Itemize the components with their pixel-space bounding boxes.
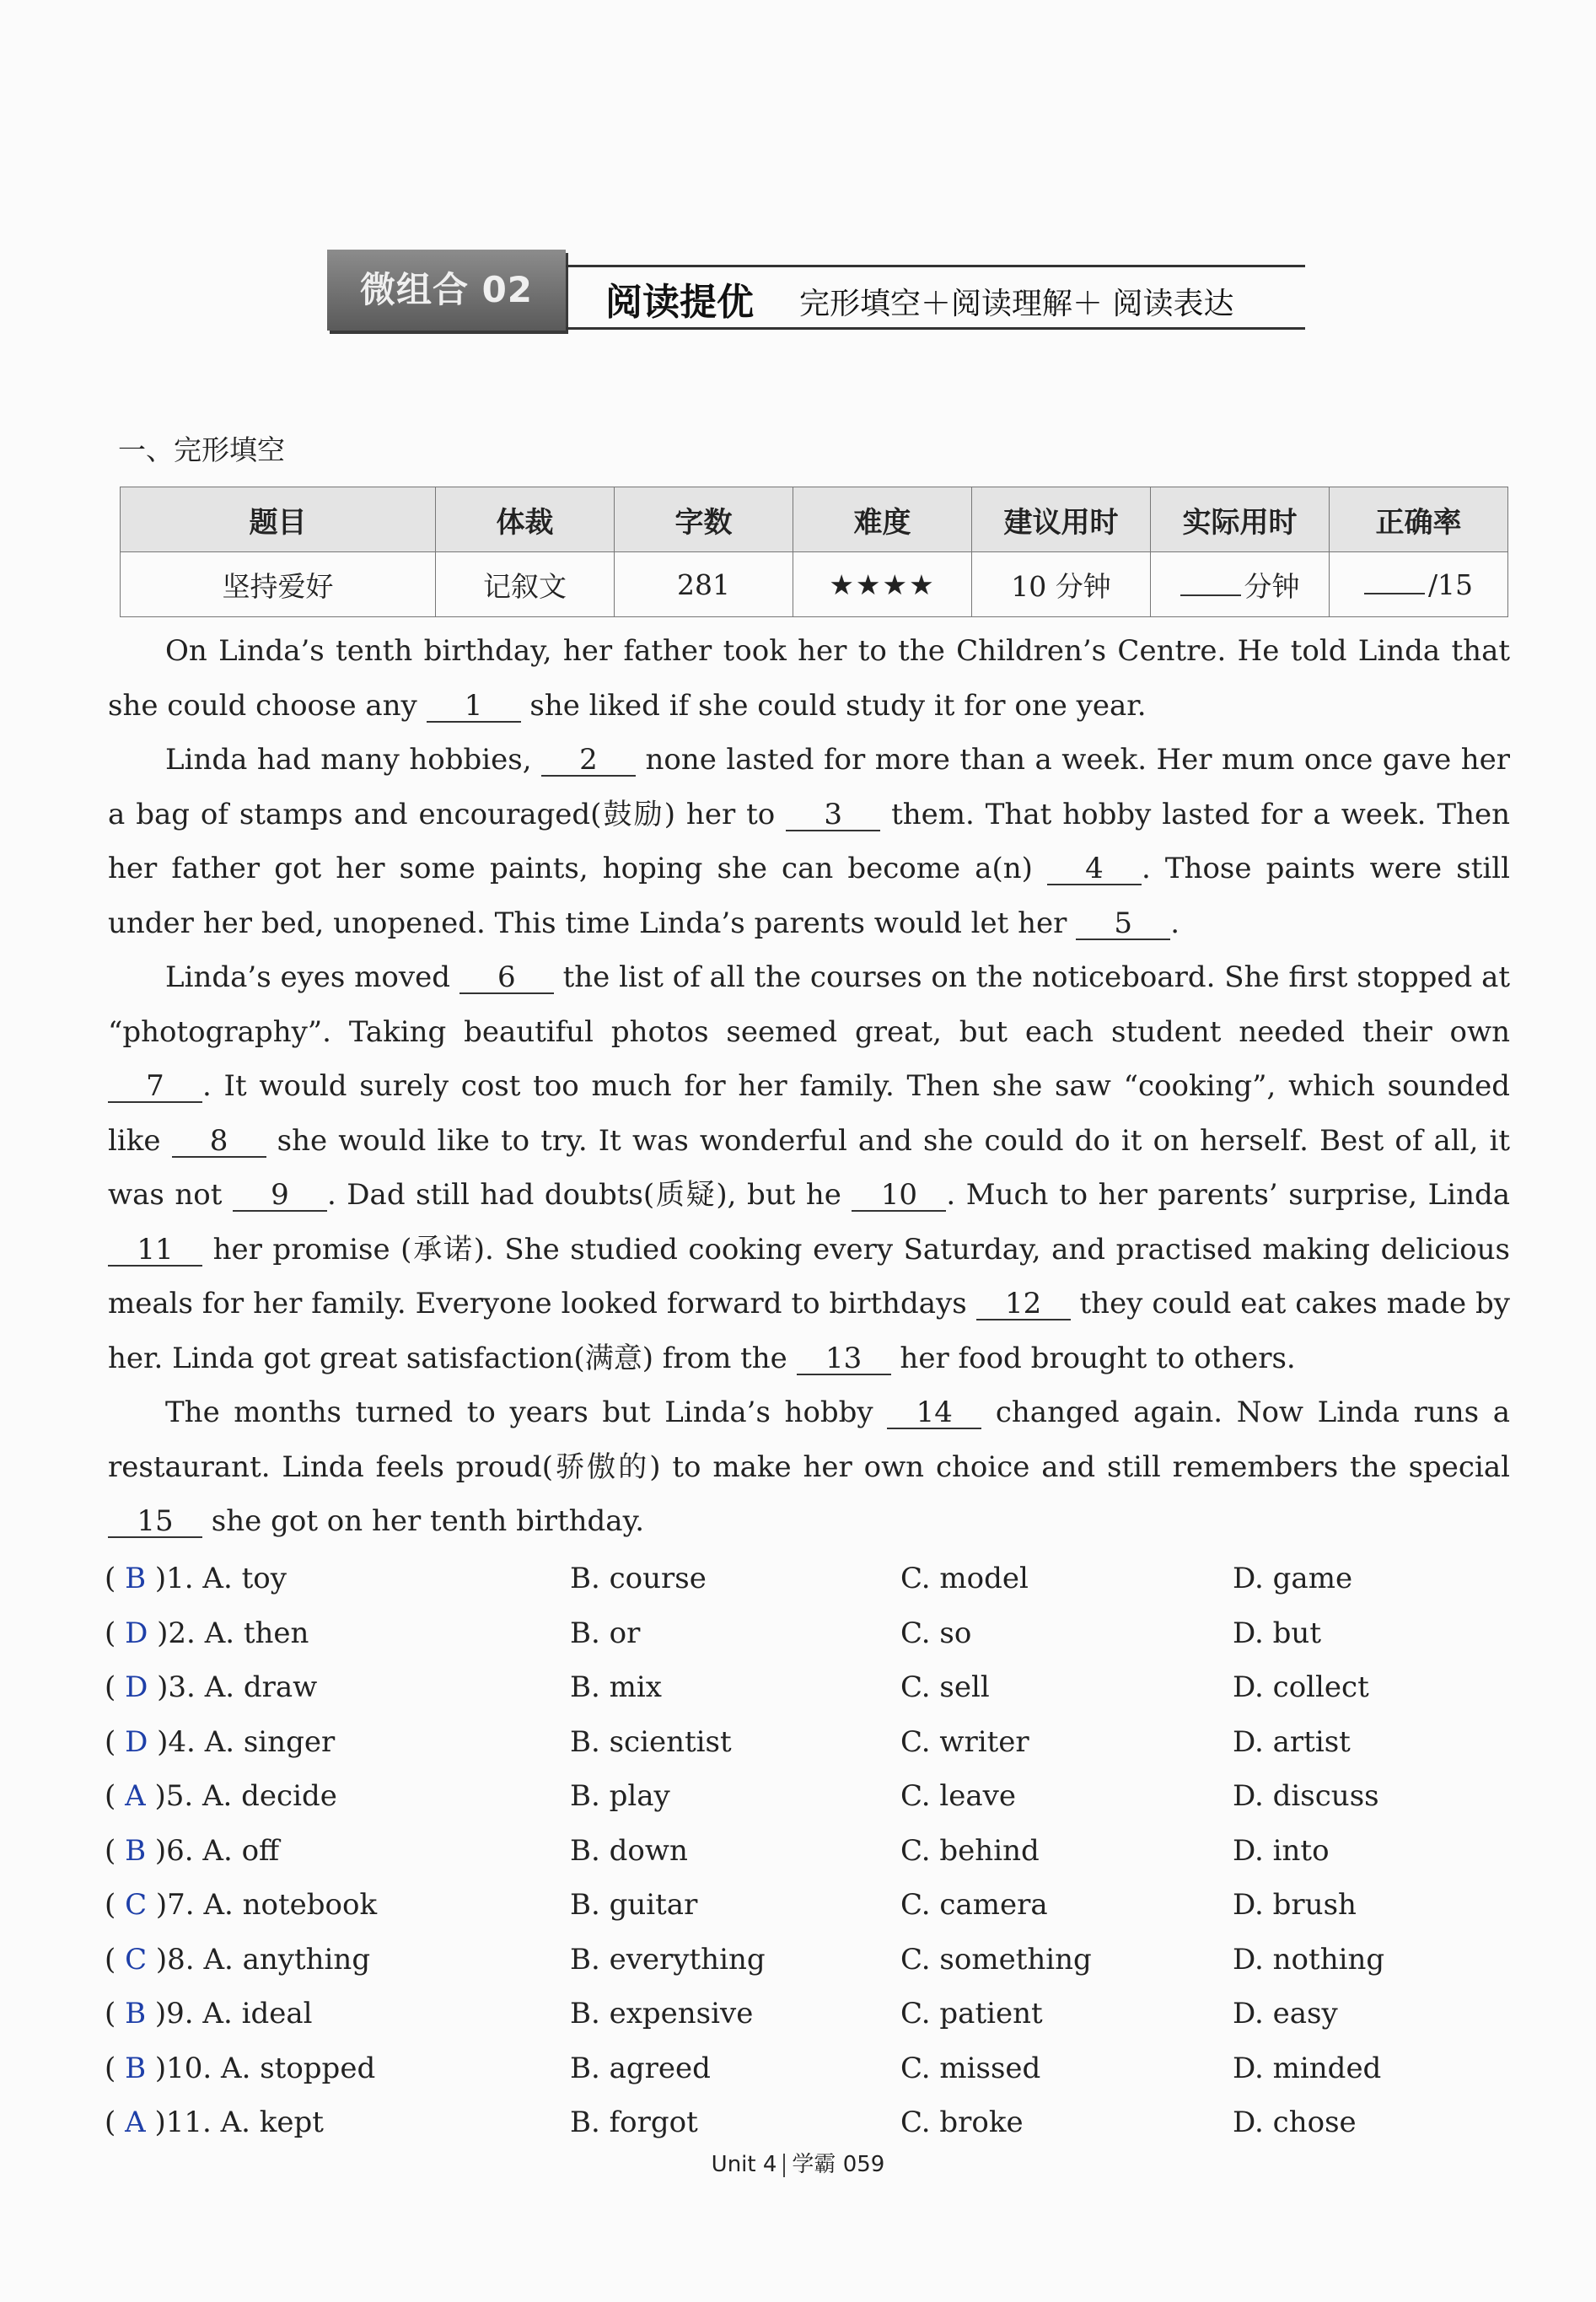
blank-13[interactable]: 13 (797, 1343, 891, 1375)
question-row (105, 1769, 1538, 1824)
option-d[interactable]: D. into (1233, 1833, 1330, 1868)
question-number: 6. (166, 1833, 194, 1868)
passage-text: The months turned to years but Linda’s hobby (165, 1396, 888, 1429)
footer-divider (783, 2154, 785, 2177)
banner-rule-top (566, 265, 1305, 267)
topic-value: 坚持爱好 (121, 552, 436, 617)
question-stem: ( D )2. A. then (105, 1616, 309, 1650)
question-row (105, 1878, 1538, 1933)
question-stem: ( C )7. A. notebook (105, 1888, 378, 1922)
question-stem: ( B )9. A. ideal (105, 1997, 313, 2030)
question-row (105, 2095, 1538, 2150)
option-c[interactable]: C. something (900, 1942, 1092, 1977)
difficulty-stars: ★★★★ (793, 552, 972, 617)
actual-time-cell[interactable] (1151, 552, 1330, 617)
blank-14[interactable]: 14 (887, 1397, 981, 1429)
blank-1[interactable]: 1 (427, 691, 521, 723)
question-number: 2. (168, 1616, 196, 1650)
cloze-passage (108, 624, 1510, 1549)
option-a[interactable]: A. singer (204, 1724, 336, 1759)
passage-text: Linda had many hobbies, (165, 743, 541, 777)
option-c[interactable]: C. leave (900, 1779, 1017, 1813)
passage-text: . Dad still had doubts(质疑), but he (326, 1178, 852, 1212)
option-c[interactable]: C. camera (900, 1888, 1048, 1922)
banner-title: 阅读提优 (605, 281, 754, 324)
question-row (105, 1824, 1538, 1879)
answer-mark[interactable]: C (125, 1888, 148, 1922)
passage-text: On Linda’s tenth birthday, her father took her to the Children’s Centre. He told Linda that she could choose any (108, 634, 1510, 723)
question-number: 3. (168, 1670, 196, 1704)
passage-paragraph-2 (108, 733, 1510, 950)
option-b[interactable]: B. scientist (570, 1724, 732, 1759)
option-b[interactable]: B. everything (570, 1942, 766, 1977)
header-genre: 体裁 (436, 487, 615, 552)
passage-text: they could eat cakes made by her. Linda got great satisfaction(满意) from the (108, 1287, 1510, 1375)
option-c[interactable]: C. behind (900, 1833, 1040, 1868)
question-stem: ( A )5. A. decide (105, 1779, 337, 1813)
option-b[interactable]: B. play (570, 1779, 670, 1813)
question-row (105, 1933, 1538, 1987)
blank-9[interactable]: 9 (233, 1180, 327, 1212)
question-number: 8. (167, 1942, 195, 1977)
blank-4[interactable]: 4 (1047, 853, 1142, 885)
passage-paragraph-4 (108, 1385, 1510, 1549)
option-d[interactable]: D. artist (1233, 1724, 1351, 1759)
footer-brand: 学霸 (792, 2152, 836, 2177)
answer-mark[interactable]: B (125, 1997, 147, 2030)
header-difficulty: 难度 (793, 487, 972, 552)
blank-10[interactable]: 10 (852, 1180, 946, 1212)
option-b[interactable]: B. down (570, 1833, 688, 1868)
option-a[interactable]: A. anything (203, 1942, 371, 1977)
question-stem: ( B )6. A. off (105, 1833, 280, 1868)
blank-15[interactable]: 15 (108, 1506, 202, 1538)
passage-text: . (1170, 906, 1180, 940)
answer-mark[interactable]: C (125, 1942, 148, 1977)
blank-5[interactable]: 5 (1076, 908, 1170, 940)
header-actual-time: 实际用时 (1151, 487, 1330, 552)
option-c[interactable]: C. patient (900, 1997, 1043, 2030)
option-c[interactable]: C. sell (900, 1670, 990, 1704)
header-accuracy: 正确率 (1330, 487, 1508, 552)
passage-text: them. That hobby lasted for a week. Then her father got her some paints, hoping she can become a(n) (108, 797, 1510, 885)
banner-tab-label: 微组合 02 (327, 250, 566, 331)
option-a[interactable]: A. toy (202, 1562, 287, 1595)
passage-paragraph-1 (108, 624, 1510, 733)
option-a[interactable]: A. then (204, 1616, 309, 1650)
passage-text: changed again. Now Linda runs a restaurant. Linda feels proud(骄傲的) to make her own choice and still remembers the special (108, 1396, 1510, 1484)
question-stem: ( C )8. A. anything (105, 1942, 371, 1977)
header-suggested-time: 建议用时 (972, 487, 1151, 552)
option-c[interactable]: C. so (900, 1616, 972, 1650)
question-stem: ( D )4. A. singer (105, 1724, 336, 1759)
suggested-time-value: 10 分钟 (972, 552, 1151, 617)
passage-text: she got on her tenth birthday. (202, 1504, 645, 1538)
question-number: 9. (166, 1997, 194, 2030)
section-banner (327, 246, 1305, 334)
option-d[interactable]: D. but (1233, 1616, 1321, 1650)
genre-value: 记叙文 (436, 552, 615, 617)
question-row (105, 1660, 1538, 1715)
question-row (105, 1606, 1538, 1661)
passage-paragraph-3 (108, 950, 1510, 1385)
blank-3[interactable]: 3 (786, 799, 880, 831)
option-d[interactable]: D. discuss (1233, 1779, 1379, 1813)
option-a[interactable]: A. decide (202, 1779, 337, 1813)
question-stem: ( B )10. A. stopped (105, 2051, 376, 2085)
answer-mark[interactable]: D (125, 1724, 148, 1759)
option-a[interactable]: A. notebook (203, 1888, 378, 1922)
option-d[interactable]: D. chose (1233, 2106, 1357, 2139)
question-number: 5. (165, 1779, 194, 1813)
passage-text: the list of all the courses on the noticeboard. She first stopped at “photography”. Taking beautiful photos seemed great, but each student needed their own (108, 960, 1511, 1049)
option-b[interactable]: B. expensive (570, 1997, 754, 2030)
passage-text: none lasted for more than a week. Her mum once gave her a bag of stamps and encouraged(鼓励) her to (108, 743, 1510, 831)
option-b[interactable]: B. course (570, 1562, 707, 1595)
answer-mark[interactable]: D (125, 1616, 148, 1650)
info-table-header-row (121, 487, 1508, 552)
option-a[interactable]: A. stopped (221, 2051, 376, 2085)
footer-page-number: 059 (842, 2152, 885, 2177)
blank-8[interactable]: 8 (172, 1126, 266, 1158)
accuracy-blank[interactable] (1364, 567, 1425, 594)
question-row (105, 1552, 1538, 1606)
passage-text: . It would surely cost too much for her family. Then she saw “cooking”, which sounded like (108, 1069, 1510, 1158)
option-a[interactable]: A. off (202, 1833, 280, 1868)
option-a[interactable]: A. draw (204, 1670, 318, 1704)
question-stem: ( B )1. A. toy (105, 1562, 287, 1595)
question-row (105, 1715, 1538, 1770)
passage-text: . Those paints were still under her bed, unopened. This time Linda’s parents would let her (108, 852, 1510, 940)
question-row (105, 1987, 1538, 2041)
option-d[interactable]: D. game (1233, 1562, 1353, 1595)
actual-time-blank[interactable] (1180, 569, 1241, 596)
passage-text: her promise (承诺). She studied cooking every Saturday, and practised making delicious meals for her family. Everyone looked forward to birthdays (108, 1232, 1510, 1320)
answer-mark[interactable]: A (125, 1779, 146, 1813)
page-footer (0, 2147, 1596, 2178)
answer-mark[interactable]: B (125, 2051, 147, 2085)
blank-11[interactable]: 11 (108, 1234, 202, 1267)
question-number: 1. (166, 1562, 194, 1595)
passage-text: she liked if she could study it for one year. (520, 688, 1147, 723)
option-b[interactable]: B. mix (570, 1670, 662, 1704)
blank-12[interactable]: 12 (976, 1288, 1071, 1320)
accuracy-cell[interactable] (1330, 552, 1508, 617)
question-stem: ( D )3. A. draw (105, 1670, 318, 1704)
option-a[interactable]: A. ideal (202, 1997, 313, 2030)
option-d[interactable]: D. easy (1233, 1997, 1338, 2030)
question-number: 7. (167, 1888, 195, 1922)
question-stem: ( A )11. A. kept (105, 2106, 324, 2139)
words-value: 281 (615, 552, 793, 617)
section-title: 一、完形填空 (118, 433, 285, 466)
header-topic: 题目 (121, 487, 436, 552)
footer-unit: Unit 4 (711, 2152, 777, 2177)
blank-7[interactable]: 7 (108, 1071, 202, 1103)
question-number: 4. (168, 1724, 196, 1759)
answer-mark[interactable]: B (125, 1833, 147, 1868)
actual-time-unit: 分钟 (1244, 569, 1300, 603)
option-d[interactable]: D. collect (1233, 1670, 1369, 1704)
option-c[interactable]: C. broke (900, 2106, 1024, 2139)
option-b[interactable]: B. guitar (570, 1888, 698, 1922)
option-a[interactable]: A. kept (220, 2106, 324, 2139)
option-b[interactable]: B. forgot (570, 2106, 698, 2139)
question-number: 11. (165, 2106, 212, 2139)
passage-text: her food brought to others. (890, 1341, 1296, 1375)
question-list (105, 1552, 1538, 2150)
answer-mark[interactable]: A (125, 2106, 146, 2139)
blank-2[interactable]: 2 (541, 745, 636, 777)
passage-text: Linda’s eyes moved (165, 960, 459, 994)
header-words: 字数 (615, 487, 793, 552)
info-table-value-row (121, 552, 1508, 617)
passage-text: she would like to try. It was wonderful and she could do it on herself. Best of all, it was not (108, 1123, 1511, 1212)
answer-mark[interactable]: B (125, 1562, 147, 1595)
accuracy-total: /15 (1427, 568, 1474, 601)
info-table (120, 487, 1508, 617)
answer-mark[interactable]: D (125, 1670, 148, 1704)
option-b[interactable]: B. agreed (570, 2051, 711, 2085)
passage-text: . Much to her parents’ surprise, Linda (946, 1178, 1510, 1212)
blank-6[interactable]: 6 (459, 962, 554, 994)
banner-rule-bottom (566, 327, 1305, 330)
question-number: 10. (166, 2051, 212, 2085)
option-c[interactable]: C. missed (900, 2051, 1041, 2085)
option-d[interactable]: D. nothing (1233, 1942, 1385, 1977)
option-d[interactable]: D. brush (1233, 1888, 1357, 1922)
question-row (105, 2041, 1538, 2096)
option-d[interactable]: D. minded (1233, 2051, 1382, 2085)
option-b[interactable]: B. or (570, 1616, 641, 1650)
banner-subtitle: 完形填空＋阅读理解＋ 阅读表达 (799, 287, 1234, 321)
option-c[interactable]: C. writer (900, 1724, 1029, 1759)
option-c[interactable]: C. model (900, 1562, 1029, 1595)
